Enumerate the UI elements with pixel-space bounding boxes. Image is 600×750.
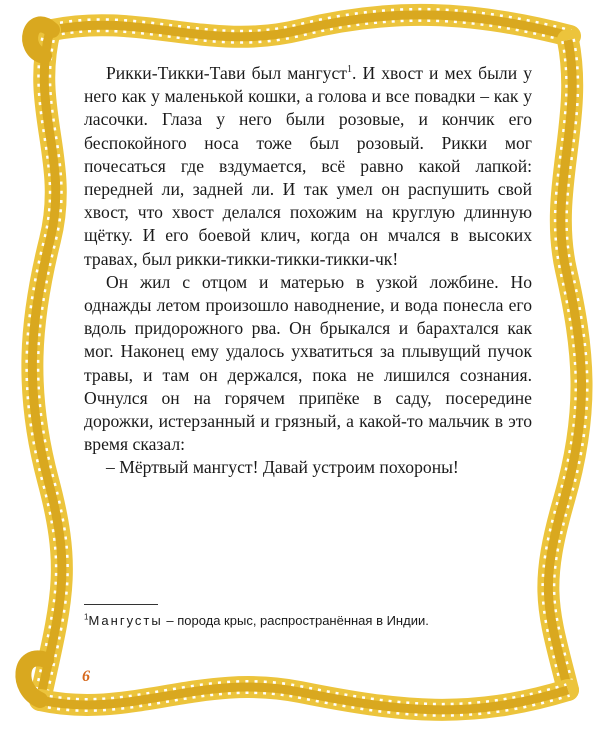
paragraph-1-start: Рикки-Тикки-Тави был мангуст xyxy=(106,63,347,83)
paragraph-1-rest: . И хвост и мех были у него как у маленькой кошки, а голова и все повадки – как у ласочки. Глаза у него были розовые, и кончик его беспокойного носа тоже был розовый. Рикки мог почесаться где вздумается, всё равно какой лапкой: передней ли, задней ли. И так умел он распушить свой хвост, что хвост делался похожим на круглую длинную щётку. И его боевой клич, когда он мчался в высоких травах, был рикки-тикки-тикки-тикки-чк! xyxy=(84,63,532,269)
page-number: 6 xyxy=(82,668,90,685)
paragraph-1 xyxy=(84,62,532,271)
footnote-text: – порода крыс, распространённая в Индии. xyxy=(162,613,429,628)
footnote-term: Мангусты xyxy=(88,613,163,628)
paragraph-3: – Мёртвый мангуст! Давай устроим похороны! xyxy=(106,457,459,478)
footnote xyxy=(84,612,532,630)
footnote-reference[interactable]: 1 xyxy=(346,64,352,76)
paragraph-2: Он жил с отцом и матерью в узкой ложбине. Но однажды летом произошло наводнение, и вода понесла его вдоль придорожного рва. Он брыкался и барахтался как мог. Наконец ему удалось ухватиться за плывущий пучок травы, и там он держался, пока не лишился сознания. Очнулся он на горячем припёке в саду, посередине дорожки, истерзанный и грязный, а какой-то мальчик в это время сказал: xyxy=(84,271,532,455)
footnote-marker: 1 xyxy=(84,612,89,622)
story-text xyxy=(84,62,532,480)
footnote-divider xyxy=(84,604,158,605)
